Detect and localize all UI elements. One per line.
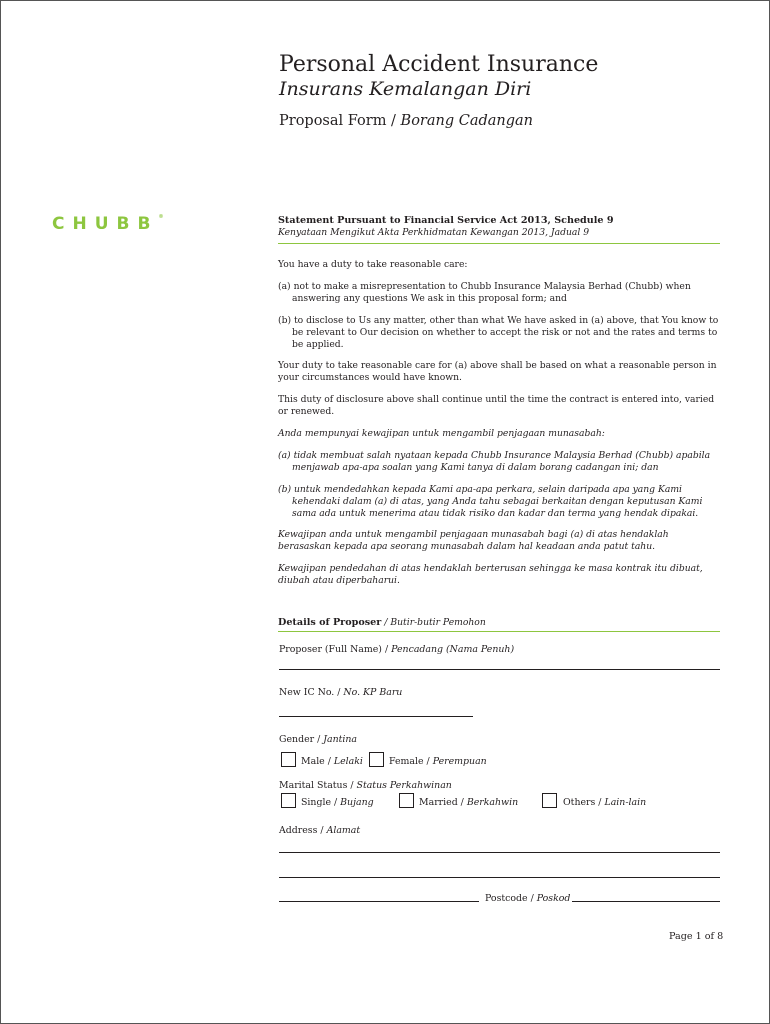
single-checkbox[interactable] — [281, 793, 296, 808]
single-label — [301, 797, 374, 808]
others-label-en: Others / — [563, 797, 602, 808]
address-label-ms: Alamat — [326, 825, 361, 836]
postcode-label-en: Postcode / — [485, 893, 534, 904]
married-checkbox[interactable] — [399, 793, 414, 808]
ic-label — [279, 687, 402, 698]
disclosure-paragraph-ms: Kewajipan pendedahan di atas hendaklah berterusan sehingga ke masa kontrak itu dibuat, diubah atau diperbaharui. — [278, 562, 703, 586]
address-line-2[interactable] — [279, 877, 720, 878]
others-checkbox[interactable] — [542, 793, 557, 808]
gender-label — [279, 734, 357, 745]
duty-intro-ms: Anda mempunyai kewajipan untuk mengambil penjagaan munasabah: — [278, 427, 605, 439]
details-heading: Details of Proposer — [278, 617, 382, 628]
proposer-name-label-en: Proposer (Full Name) / — [279, 644, 389, 655]
address-label — [279, 825, 360, 836]
proposer-name-label — [279, 644, 514, 655]
married-label-en: Married / — [419, 797, 464, 808]
female-label — [389, 756, 487, 767]
chubb-logo: CHUBB® — [52, 214, 164, 234]
female-label-ms: Perempuan — [432, 756, 487, 767]
address-line-1[interactable] — [279, 852, 720, 853]
female-checkbox[interactable] — [369, 752, 384, 767]
form-title-ms: Borang Cadangan — [400, 113, 534, 129]
page-number: Page 1 of 8 — [669, 931, 724, 942]
single-label-en: Single / — [301, 797, 338, 808]
statement-section — [278, 215, 720, 587]
male-checkbox[interactable] — [281, 752, 296, 767]
marital-label-en: Marital Status / — [279, 780, 354, 791]
ic-label-en: New IC No. / — [279, 687, 341, 698]
married-label-ms: Berkahwin — [466, 797, 519, 808]
duty-paragraph-ms: Kewajipan anda untuk mengambil penjagaan munasabah bagi (a) di atas hendaklah berasaskan kepada apa seorang munasabah dalam hal keadaan anda patut tahu. — [278, 529, 669, 553]
marital-label — [279, 780, 452, 791]
page-title: Personal Accident Insurance — [279, 52, 599, 77]
duty-intro: You have a duty to take reasonable care: — [278, 258, 468, 270]
postcode-field[interactable] — [572, 901, 720, 902]
gender-label-ms: Jantina — [323, 734, 358, 745]
details-divider — [278, 631, 720, 632]
statement-heading-ms: Kenyataan Mengikut Akta Perkhidmatan Kewangan 2013, Jadual 9 — [278, 226, 590, 238]
male-label-ms: Lelaki — [333, 756, 363, 767]
address-label-en: Address / — [279, 825, 324, 836]
proposer-name-label-ms: Pencadang (Nama Penuh) — [391, 644, 515, 655]
male-label-en: Male / — [301, 756, 331, 767]
married-label — [419, 797, 518, 808]
others-label-ms: Lain-lain — [604, 797, 647, 808]
male-label — [301, 756, 363, 767]
details-section — [278, 617, 720, 632]
duty-item-b-ms: (b) untuk mendedahkan kepada Kami apa-apa perkara, selain daripada apa yang Kami kehendaki dalam (a) di atas, yang Anda tahu sebagai berkaitan dengan keputusan Kami sama ada untuk menerima atau tidak risiko dan kadar dan terma yang hendak dipakai. — [278, 483, 703, 519]
duty-item-a: (a) not to make a misrepresentation to Chubb Insurance Malaysia Berhad (Chubb) when answering any questions We ask in this proposal form; and — [278, 281, 691, 305]
details-heading-ms: / Butir-butir Pemohon — [384, 617, 486, 628]
duty-paragraph: Your duty to take reasonable care for (a) above shall be based on what a reasonable person in your circumstances would have known. — [278, 360, 717, 384]
ic-number-field[interactable] — [279, 716, 473, 717]
statement-heading: Statement Pursuant to Financial Service Act 2013, Schedule 9 — [278, 215, 614, 226]
page-subtitle: Insurans Kemalangan Diri — [279, 78, 532, 100]
address-line-3[interactable] — [279, 901, 479, 902]
single-label-ms: Bujang — [340, 797, 374, 808]
gender-label-en: Gender / — [279, 734, 321, 745]
logo-text: CHUBB — [52, 214, 159, 234]
postcode-label-ms: Poskod — [536, 893, 571, 904]
form-title — [279, 113, 533, 129]
proposer-name-field[interactable] — [279, 669, 720, 670]
section-divider — [278, 243, 720, 244]
disclosure-paragraph: This duty of disclosure above shall continue until the time the contract is entered into, varied or renewed. — [278, 393, 715, 417]
duty-item-a-ms: (a) tidak membuat salah nyataan kepada Chubb Insurance Malaysia Berhad (Chubb) apabila menjawab apa-apa soalan yang Kami tanya di dalam borang cadangan ini; dan — [278, 450, 711, 474]
marital-label-ms: Status Perkahwinan — [356, 780, 452, 791]
form-title-en: Proposal Form / — [279, 113, 396, 129]
duty-item-b: (b) to disclose to Us any matter, other than what We have asked in (a) above, that You know to be relevant to Our decision on whether to accept the risk or not and the rates and terms to be applied. — [278, 314, 719, 350]
others-label — [563, 797, 646, 808]
female-label-en: Female / — [389, 756, 430, 767]
postcode-label — [485, 893, 570, 904]
ic-label-ms: No. KP Baru — [343, 687, 403, 698]
